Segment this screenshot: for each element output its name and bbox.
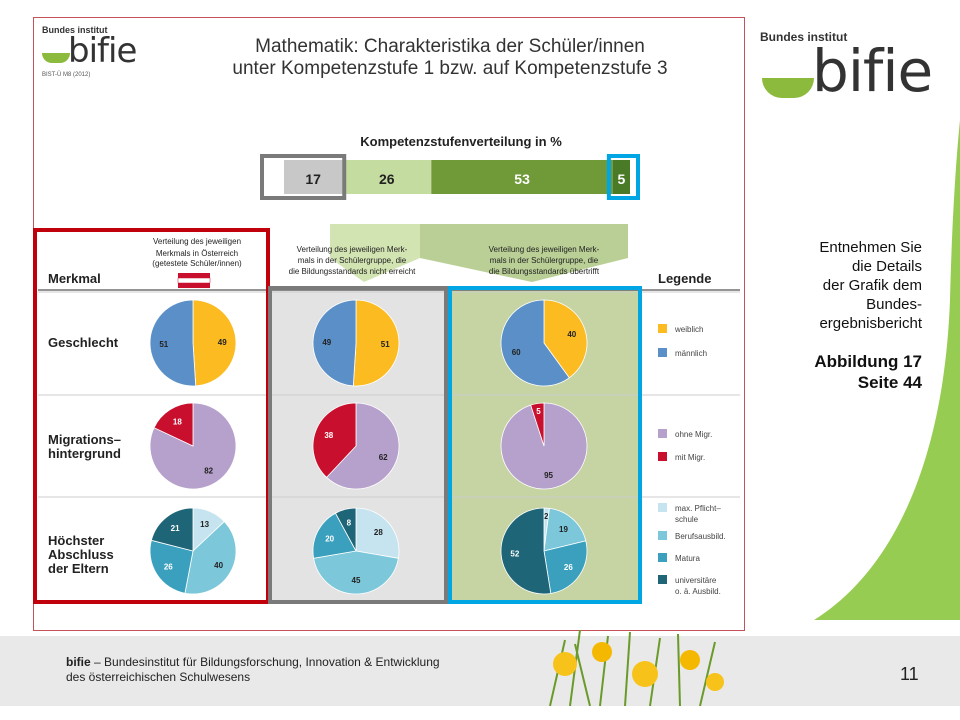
legend-swatch [658,531,667,540]
pie-slice-label: 51 [159,339,169,349]
dandelion-3 [632,661,658,687]
legend-label: schule [675,515,699,524]
footer-line2: des österreichischen Schulwesens [66,670,251,684]
col2-header-line3: die Bildungsstandards nicht erreicht [288,267,416,276]
pie-slice [193,300,236,386]
row-label: Abschluss [48,547,114,562]
legend-swatch [658,503,667,512]
merkmal-header: Merkmal [48,271,101,286]
abbildung-label: Abbildung 17 [814,352,922,371]
pie-slice-label: 52 [510,549,520,559]
pie-slice-label: 8 [346,518,352,528]
logo-big-top-text: Bundes institut [760,30,848,44]
pie-slice-label: 82 [204,466,214,476]
austria-flag-red-top [178,273,210,278]
pie-slice-label: 40 [567,329,577,339]
pie-slice-label: 49 [322,338,332,348]
row-label: Höchster [48,533,105,548]
legend-swatch [658,452,667,461]
pie-slice-label: 45 [351,576,361,586]
pie-slice-label: 38 [324,431,334,441]
dandelion-flowers [530,630,730,706]
pie-slice-label: 26 [563,563,573,573]
col3-header-line1: Verteilung des jeweiligen Merk- [488,245,600,254]
legend-label: universitäre [675,576,717,585]
legend-label: mit Migr. [675,453,706,462]
legend-label: männlich [675,349,708,358]
side-note-line4: Bundes- [866,296,922,313]
col3-header-line3: die Bildungsstandards übertrifft [488,267,600,276]
dandelion-2 [592,642,612,662]
slide-title-line1: Mathematik: Charakteristika der Schüler/innen [255,36,645,57]
legend-label: o. ä. Ausbild. [675,587,721,596]
austria-flag-white [178,278,210,283]
pie-slice-label: 18 [172,417,182,427]
pie-slice-label: 13 [200,520,210,530]
legend-swatch [658,348,667,357]
pie-slice-label: 21 [170,523,180,533]
legend-label: weiblich [675,325,704,334]
distribution-value: 17 [305,171,321,187]
logo-small-word: bifie [68,31,137,71]
col1-header-line3: (getestete Schüler/innen) [152,259,242,268]
pie-slice-label: 62 [378,452,388,462]
distribution-value: 5 [617,171,626,187]
legende-header: Legende [658,271,712,286]
legend-swatch [658,553,667,562]
row-label: hintergrund [48,446,121,461]
legend-label: Matura [675,554,700,563]
col1-header-line2: Merkmals in Österreich [155,249,239,258]
row-label: Geschlecht [48,335,119,350]
slide-title-line2: unter Kompetenzstufe 1 bzw. auf Kompetenzstufe 3 [232,58,668,79]
legend-label: ohne Migr. [675,430,713,439]
pie-slice-label: 49 [217,338,227,348]
side-note-line3: der Grafik dem [822,277,922,294]
legend-swatch [658,575,667,584]
seite-label: Seite 44 [857,373,922,392]
side-note-line5: ergebnisbericht [819,315,922,332]
dandelion-1 [553,652,577,676]
col1-header-line1: Verteilung des jeweiligen [152,237,242,246]
logo-small-top-text: Bundes institut [42,25,108,35]
side-note-line1: Entnehmen Sie [819,239,922,256]
austria-flag-red-bottom [178,283,210,288]
pie-slice-label: 40 [214,561,224,571]
logo-small-sub: BIST-Ü M8 (2012) [42,72,91,78]
pie-slice-label: 51 [380,339,390,349]
side-note-line2: die Details [851,258,922,275]
pie-slice-label: 2 [544,511,549,521]
col3-header-line2: mals in der Schülergruppe, die [489,256,599,265]
page-number: 11 [900,664,919,684]
legend-label: max. Pflicht– [675,504,721,513]
row-label: der Eltern [48,561,109,576]
legend-label: Berufsausbild. [675,532,726,541]
dandelion-5 [706,673,724,691]
pie-slice-label: 60 [511,348,521,358]
pie-slice-label: 28 [373,528,383,538]
footer-brand: bifie [66,655,91,669]
pie-slice-label: 20 [325,534,335,544]
distribution-value: 26 [378,171,395,187]
pie-slice-label: 95 [544,470,554,480]
pie-slice-label: 5 [536,407,541,417]
footer-text [66,655,440,685]
pie-slice-label: 19 [559,525,568,535]
col2-header-line1: Verteilung des jeweiligen Merk- [296,245,408,254]
dandelion-4 [680,650,700,670]
col2-header-line2: mals in der Schülergruppe, die [297,256,407,265]
legend-swatch [658,324,667,333]
legend-swatch [658,429,667,438]
distribution-value: 53 [514,171,530,187]
distribution-title: Kompetenzstufenverteilung in % [360,134,562,149]
row-label: Migrations– [48,432,121,447]
pie-slice [150,300,196,386]
footer-line1: – Bundesinstitut für Bildungsforschung, Innovation & Entwicklung [90,655,440,669]
logo-big-word: bifie [812,37,933,105]
pie-slice-label: 26 [163,562,173,572]
